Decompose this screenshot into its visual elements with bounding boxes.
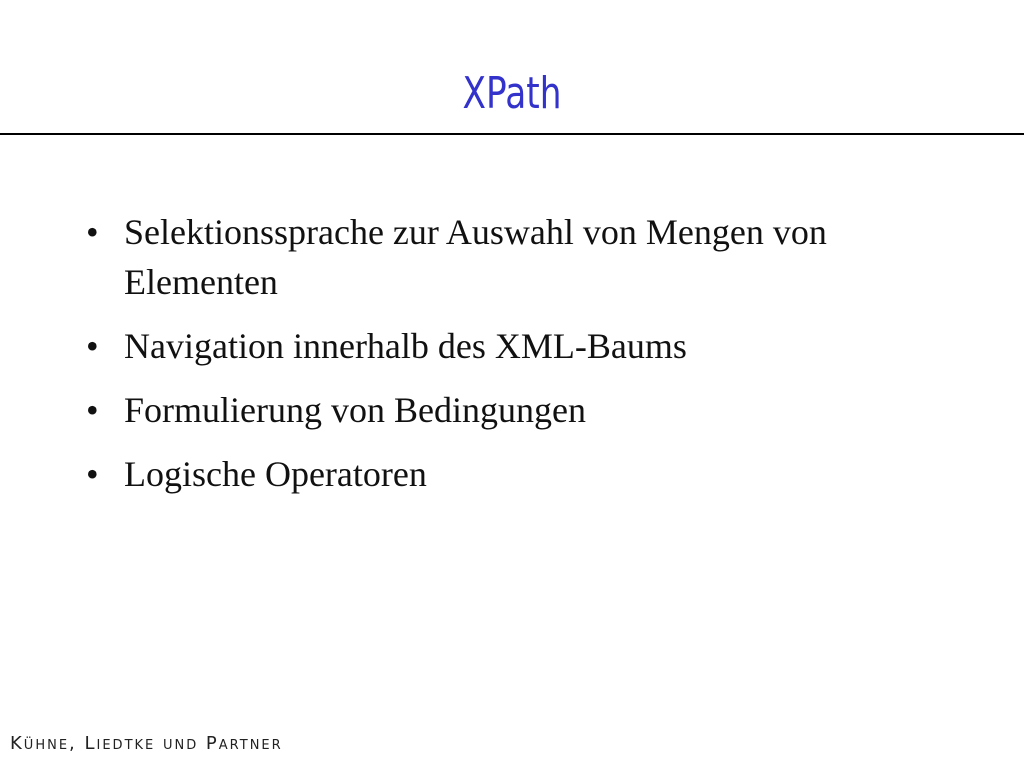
bullet-item [86, 449, 986, 499]
title-divider [0, 133, 1024, 135]
bullet-text: Selektionssprache zur Auswahl von Mengen von Elementen [124, 212, 827, 302]
bullet-text: Navigation innerhalb des XML-Baums [124, 326, 687, 366]
slide-title: XPath [462, 68, 562, 119]
bullet-item [86, 385, 986, 435]
bullet-point-icon: • [86, 390, 99, 430]
bullet-list [86, 207, 986, 513]
bullet-text: Logische Operatoren [124, 454, 427, 494]
bullet-text: Formulierung von Bedingungen [124, 390, 586, 430]
bullet-point-icon: • [86, 212, 99, 252]
footer-author: Kühne, Liedtke und Partner [10, 733, 283, 754]
bullet-point-icon: • [86, 326, 99, 366]
bullet-point-icon: • [86, 454, 99, 494]
bullet-item [86, 321, 986, 371]
bullet-item [86, 207, 986, 307]
